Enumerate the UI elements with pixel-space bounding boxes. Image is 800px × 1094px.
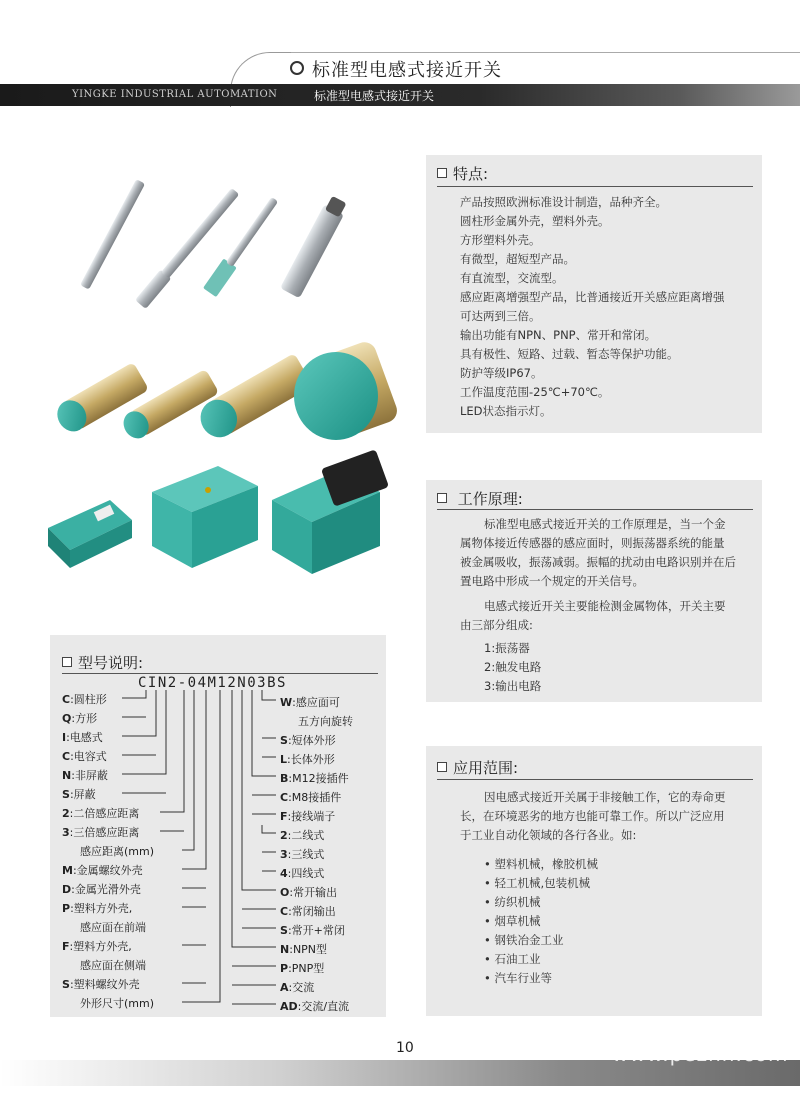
legend-value: 塑料螺纹外壳 — [73, 978, 140, 991]
principle-line: 标准型电感式接近开关的工作原理是，当一个金 — [484, 517, 726, 531]
legend-value: 四线式 — [291, 867, 325, 880]
legend-value: NPN型 — [292, 943, 328, 956]
legend-value: 外形尺寸(mm) — [80, 997, 155, 1010]
legend-value: 金属光滑外壳 — [74, 883, 141, 896]
bullet-icon: • — [484, 971, 495, 985]
feature-line: 感应距离增强型产品，比普通接近开关感应距离增强 — [460, 290, 725, 304]
legend-value: 三倍感应距离 — [73, 826, 140, 839]
legend-value: 常闭输出 — [291, 905, 336, 918]
feature-line: 工作温度范围-25℃+70℃。 — [460, 385, 610, 399]
product-photos — [40, 170, 410, 590]
legend-key: AD — [280, 1000, 298, 1013]
legend-value: 电感式 — [69, 731, 103, 744]
legend-value: 交流 — [292, 981, 315, 994]
features-list — [460, 193, 725, 421]
application-rule — [437, 779, 753, 780]
legend-key: S — [62, 788, 70, 801]
legend-key: C — [62, 750, 71, 763]
legend-key: 4 — [280, 867, 288, 880]
square-bullet-icon — [437, 762, 447, 772]
model-legend-item: F:塑料方外壳, — [62, 940, 132, 953]
model-rule — [62, 673, 378, 674]
model-legend-item — [62, 957, 146, 973]
legend-key: 3 — [280, 848, 288, 861]
principle-line: 由三部分组成: — [460, 618, 533, 632]
model-legend-item: D:金属光滑外壳 — [62, 883, 141, 896]
legend-key: F — [280, 810, 288, 823]
principle-title-text: 工作原理: — [457, 490, 523, 508]
model-legend-item: S:屏蔽 — [62, 788, 96, 801]
feature-line: 有直流型，交流型。 — [460, 271, 564, 285]
application-item-text: 烟草机械 — [494, 914, 541, 928]
principle-line: 电感式接近开关主要能检测金属物体，开关主要 — [484, 599, 726, 613]
legend-value: 方形 — [75, 712, 98, 725]
bullet-icon: • — [484, 914, 495, 928]
feature-line: 防护等级IP67。 — [460, 366, 543, 380]
legend-key: 3 — [62, 826, 70, 839]
application-item — [460, 855, 726, 874]
legend-key: W — [280, 696, 293, 709]
model-legend-item: 3:三倍感应距离 — [62, 826, 140, 839]
sensor-photo-10 — [152, 466, 258, 568]
feature-line: 有微型，超短型产品。 — [460, 252, 575, 266]
principle-line: 属物体接近传感器的感应面时，则振荡器系统的能量 — [460, 536, 725, 550]
legend-key: F — [62, 940, 70, 953]
feature-line: 方形塑料外壳。 — [460, 233, 541, 247]
model-legend-item: O:常开输出 — [280, 886, 338, 899]
legend-key: N — [280, 943, 290, 956]
bullet-icon: • — [484, 933, 495, 947]
principle-item: 3:输出电路 — [484, 679, 542, 693]
legend-value: M12接插件 — [292, 772, 349, 785]
principle-title — [437, 488, 523, 509]
header-rule — [290, 52, 800, 53]
legend-value: 圆柱形 — [73, 693, 107, 706]
legend-key: O — [280, 886, 290, 899]
sensor-photo-11 — [272, 449, 389, 574]
legend-value: 塑料方外壳, — [73, 940, 132, 953]
model-title — [62, 652, 143, 673]
application-item — [460, 969, 726, 988]
legend-key: P — [280, 962, 289, 975]
bullet-icon: • — [484, 857, 495, 871]
model-legend-item: C:M8接插件 — [280, 791, 342, 804]
legend-key: 2 — [280, 829, 288, 842]
model-legend-item: C:常闭输出 — [280, 905, 336, 918]
legend-value: 交流/直流 — [301, 1000, 350, 1013]
model-legend-item: C:圆柱形 — [62, 693, 107, 706]
model-legend-item — [62, 843, 154, 859]
principle-rule — [437, 509, 753, 510]
model-legend-item: 3:三线式 — [280, 848, 325, 861]
application-body — [460, 788, 726, 988]
principle-body — [460, 515, 736, 696]
legend-value: 塑料方外壳, — [73, 902, 133, 915]
principle-line: 被金属吸收，振荡减弱。振幅的扰动由电路识别并在后 — [460, 555, 736, 569]
model-legend-item — [62, 995, 154, 1011]
application-item-text: 汽车行业等 — [494, 971, 552, 985]
legend-value: 感应面可 — [295, 696, 340, 709]
application-item-text: 塑料机械，橡胶机械 — [494, 857, 598, 871]
legend-value: 长体外形 — [290, 753, 335, 766]
model-legend-item: L:长体外形 — [280, 753, 335, 766]
sensor-photo-9 — [48, 500, 132, 568]
model-legend-item: N:NPN型 — [280, 943, 328, 956]
application-item — [460, 950, 726, 969]
model-legend-item: S:常开+常闭 — [280, 924, 345, 937]
legend-value: PNP型 — [291, 962, 325, 975]
legend-key: Q — [62, 712, 72, 725]
model-legend-item: W:感应面可 — [280, 696, 340, 709]
square-bullet-icon — [437, 168, 447, 178]
application-item — [460, 912, 726, 931]
application-item-text: 轻工机械,包装机械 — [494, 876, 591, 890]
legend-value: 电容式 — [73, 750, 107, 763]
legend-key: 2 — [62, 807, 70, 820]
application-item — [460, 893, 726, 912]
legend-value: 屏蔽 — [73, 788, 96, 801]
principle-line: 置电路中形成一个规定的开关信号。 — [460, 574, 644, 588]
legend-key: I — [62, 731, 67, 744]
legend-value: 二线式 — [291, 829, 325, 842]
model-legend-item: I:电感式 — [62, 731, 103, 744]
application-title-text: 应用范围: — [453, 759, 519, 777]
page-title-text: 标准型电感式接近开关 — [312, 60, 502, 81]
features-title — [437, 163, 488, 184]
application-item-text: 钢铁冶金工业 — [494, 933, 564, 947]
circle-icon — [290, 61, 304, 75]
model-legend-item: AD:交流/直流 — [280, 1000, 350, 1013]
model-legend-item — [280, 713, 353, 729]
header-subtitle: 标准型电感式接近开关 — [314, 89, 435, 103]
principle-item: 1:振荡器 — [484, 641, 530, 655]
legend-value: 非屏蔽 — [74, 769, 108, 782]
feature-line: 产品按照欧洲标准设计制造，品种齐全。 — [460, 195, 667, 209]
watermark: www.pezhn.com — [612, 1042, 789, 1066]
model-legend-item — [62, 919, 146, 935]
legend-key: S — [280, 924, 288, 937]
legend-key: C — [62, 693, 71, 706]
model-legend-item: S:短体外形 — [280, 734, 336, 747]
model-legend-item: F:接线端子 — [280, 810, 336, 823]
legend-value: M8接插件 — [291, 791, 342, 804]
application-item — [460, 874, 726, 893]
spacer — [460, 845, 726, 855]
legend-key: M — [62, 864, 73, 877]
application-line: 长，在环境恶劣的地方也能可靠工作。所以广泛应用 — [460, 809, 725, 823]
application-item-text: 石油工业 — [494, 952, 541, 966]
application-item — [460, 931, 726, 950]
legend-key: B — [280, 772, 289, 785]
model-legend-item: M:金属螺纹外壳 — [62, 864, 143, 877]
legend-value: 短体外形 — [291, 734, 336, 747]
legend-value: 二倍感应距离 — [73, 807, 140, 820]
brand-name: YINGKE INDUSTRIAL AUTOMATION — [72, 89, 278, 100]
legend-value: 感应距离(mm) — [80, 845, 155, 858]
feature-line: LED状态指示灯。 — [460, 404, 552, 418]
features-title-text: 特点: — [453, 165, 489, 183]
legend-value: 金属螺纹外壳 — [76, 864, 143, 877]
model-legend-item: 4:四线式 — [280, 867, 325, 880]
page-title — [290, 56, 502, 82]
legend-key: P — [62, 902, 71, 915]
features-rule — [437, 186, 753, 187]
legend-value: 感应面在侧端 — [80, 959, 146, 972]
sensor-photo-1 — [80, 179, 145, 290]
feature-line: 可达两到三倍。 — [460, 309, 541, 323]
legend-key: D — [62, 883, 72, 896]
page-number: 10 — [396, 1040, 414, 1056]
sensor-photo-2 — [135, 187, 241, 309]
model-legend-item: A:交流 — [280, 981, 315, 994]
legend-value: 五方向旋转 — [298, 715, 353, 728]
legend-key: S — [280, 734, 288, 747]
legend-value: 感应面在前端 — [80, 921, 146, 934]
model-title-text: 型号说明: — [78, 654, 144, 672]
legend-key: C — [280, 905, 289, 918]
legend-key: C — [280, 791, 289, 804]
model-legend-item: 2:二倍感应距离 — [62, 807, 140, 820]
application-line: 于工业自动化领域的各行各业。如: — [460, 828, 637, 842]
sensor-photo-4 — [280, 194, 349, 298]
legend-key: S — [62, 978, 70, 991]
sensor-photo-8 — [294, 339, 400, 441]
model-legend-item: P:塑料方外壳, — [62, 902, 133, 915]
model-legend-item: 2:二线式 — [280, 829, 325, 842]
legend-key: A — [280, 981, 289, 994]
legend-key: N — [62, 769, 72, 782]
legend-value: 三线式 — [291, 848, 325, 861]
legend-value: 接线端子 — [291, 810, 336, 823]
principle-item: 2:触发电路 — [484, 660, 542, 674]
legend-value: 常开+常闭 — [291, 924, 345, 937]
bullet-icon: • — [484, 876, 495, 890]
model-legend-item: P:PNP型 — [280, 962, 325, 975]
feature-line: 圆柱形金属外壳，塑料外壳。 — [460, 214, 610, 228]
application-title — [437, 757, 518, 778]
model-legend-item: C:电容式 — [62, 750, 107, 763]
model-legend-item: B:M12接插件 — [280, 772, 349, 785]
legend-key: L — [280, 753, 288, 766]
bullet-icon: • — [484, 952, 495, 966]
square-bullet-icon — [437, 493, 447, 503]
model-legend-item: N:非屏蔽 — [62, 769, 108, 782]
application-item-text: 纺织机械 — [494, 895, 541, 909]
application-line: 因电感式接近开关属于非接触工作，它的寿命更 — [484, 790, 726, 804]
feature-line: 具有极性、短路、过载、暂态等保护功能。 — [460, 347, 679, 361]
legend-value: 常开输出 — [293, 886, 338, 899]
bullet-icon: • — [484, 895, 495, 909]
model-legend-item: S:塑料螺纹外壳 — [62, 978, 140, 991]
feature-line: 输出功能有NPN、PNP、常开和常闭。 — [460, 328, 657, 342]
model-code: CIN2-04M12N03BS — [138, 675, 287, 691]
square-bullet-icon — [62, 657, 72, 667]
model-legend-item: Q:方形 — [62, 712, 98, 725]
